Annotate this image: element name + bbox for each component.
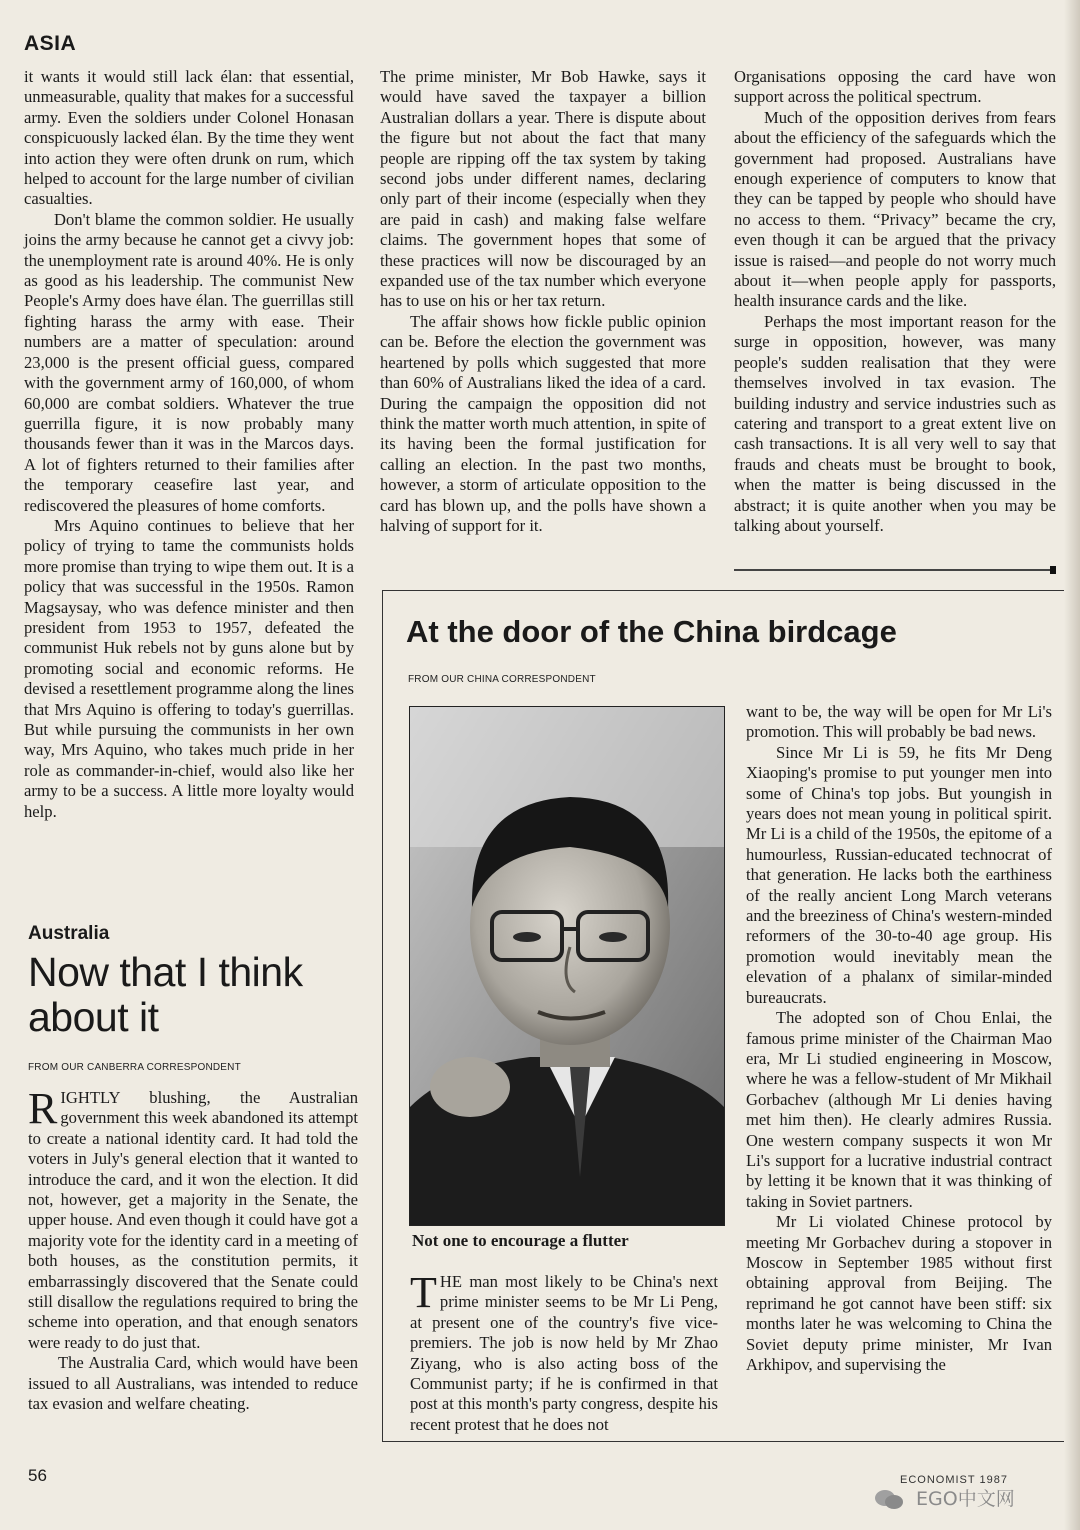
chat-bubble-icon — [874, 1488, 904, 1512]
china-headline: At the door of the China birdcage — [406, 614, 897, 649]
dropcap-r: R — [28, 1084, 58, 1133]
footer-publication: ECONOMIST 1987 — [900, 1474, 1008, 1486]
column-2-text — [380, 67, 706, 536]
australia-kicker: Australia — [28, 923, 110, 944]
col3-paragraph-1: Organisations opposing the card have won support across the political spectrum. — [734, 67, 1056, 107]
dropcap-t: T — [410, 1268, 437, 1317]
col3-paragraph-2: Much of the opposition derives from fears about the efficiency of the safeguards which the government had proposed. Australians have enough experience of computers to know that they can be tapped by people who should have no access to them. “Privacy” became the cry, even though it can be argued that the privacy issue is raised—and people do not worry much about it—when people apply for passports, health insurance cards and the like. — [734, 107, 1056, 311]
watermark — [874, 1484, 1064, 1524]
china-paragraph-5: Mr Li violated Chinese protocol by meeting Mr Gorbachev during a stopover in Moscow in September 1985 without first obtaining approval from Beijing. The reprimand he got cannot have been stiff: six months later he was welcoming to China the Soviet deputy prime minister, Mr Ivan Arkhipov, and supervising the — [746, 1212, 1052, 1374]
col2-paragraph-2: The affair shows how fickle public opinion can be. Before the election the government was heartened by polls which suggested that more than 60% of Australians liked the idea of a card. During the campaign the opposition did not think the matter worth much attention, in spite of its having been the formal justification for calling an election. In the past two months, however, a storm of articulate opposition to the card has blown up, and the polls have shown a halving of support for it. — [380, 311, 706, 535]
australia-body — [28, 1084, 358, 1415]
page-edge-shadow — [1064, 0, 1080, 1530]
col1-paragraph-1: it wants it would still lack élan: that essential, unmeasurable, quality that makes for a successful army. Even the soldiers under Colonel Honasan conspicuously lacked élan. By the time they went into action they were often drunk on rum, which helped to account for the large number of civilian casualties. — [24, 67, 354, 209]
australia-byline: FROM OUR CANBERRA CORRESPONDENT — [28, 1062, 241, 1073]
china-body-right — [746, 702, 1052, 1375]
col1-paragraph-2: Don't blame the common soldier. He usually joins the army because he cannot get a civvy job: the unemployment rate is around 40%. He is only as good as his leadership. The communist New People's Army does have élan. The guerrillas still fighting harass the army with ease. Their numbers are a matter of speculation: around 23,000 is the present official guess, compared with the government army of 160,000, of whom 60,000 are combat soldiers. Whatever the true guerrilla figure, it is now probably many thousands fewer than it was in the Marcos days. A lot of fighters returned to their families after the temporary ceasefire last year, and rediscovered the pleasures of home comforts. — [24, 209, 354, 515]
column-3-text — [734, 67, 1056, 536]
article-end-rule — [734, 569, 1056, 571]
china-body-left — [410, 1268, 718, 1435]
article-end-mark — [1050, 566, 1056, 574]
australia-paragraph-2: The Australia Card, which would have been issued to all Australians, was intended to reduce tax evasion and welfare cheating. — [28, 1353, 358, 1414]
section-label: ASIA — [24, 32, 77, 55]
column-1-text — [24, 67, 354, 822]
australia-paragraph-1: RIGHTLY blushing, the Australian government this week abandoned its attempt to create a national identity card. It had told the voters in July's general election that it wanted to introduce the card, and it won the election. It did not, however, get a majority in the Senate, the upper house. And even though it could have got a majority vote for the identity card in a meeting of both houses, as the constitution permits, it embarrassingly discovered that the Senate could still disallow the regulations required to bring the scheme into operation, and that enough senators were ready to do just that. — [28, 1084, 358, 1352]
col2-paragraph-1: The prime minister, Mr Bob Hawke, says it would have saved the taxpayer a billion Australian dollars a year. There is dispute about the figure but not about the fact that many people are ripping off the tax system by taking second jobs under different names, declaring only part of their income (especially when they are paid in cash) and making false welfare claims. The government hopes that some of these practices will now be discouraged by an expanded use of the tax number which everyone has to use on his or her tax return. — [380, 67, 706, 311]
photo-caption: Not one to encourage a flutter — [412, 1231, 629, 1250]
australia-headline: Now that I think about it — [28, 949, 303, 1040]
portrait-illustration — [410, 707, 724, 1225]
watermark-text: EGO中文网 — [916, 1488, 1015, 1510]
china-paragraph-2: want to be, the way will be open for Mr Li's promotion. This will probably be bad news. — [746, 702, 1052, 742]
china-paragraph-1: THE man most likely to be China's next prime minister seems to be Mr Li Peng, at present one of the country's five vice-premiers. The job is now held by Mr Zhao Ziyang, who is also acting boss of the Communist party; if he is confirmed in that post at this month's party congress, despite his recent protest that he does not — [410, 1268, 718, 1434]
col1-paragraph-3: Mrs Aquino continues to believe that her policy of trying to tame the communists holds more promise than trying to wipe them out. It is a policy that was successful in the 1950s. Ramon Magsaysay, who was defence minister and then president from 1953 to 1957, defeated the communist Huk rebels not by guns alone but by promoting social and economic reforms. He devised a resettlement programme along the lines that Mrs Aquino is offering to today's guerrillas. But while pursuing the communists in her own way, Mrs Aquino, who takes much pride in her role as commander-in-chief, would also like her army to be a success. A little more loyalty would help. — [24, 515, 354, 821]
china-paragraph-3: Since Mr Li is 59, he fits Mr Deng Xiaoping's promise to put younger men into some of China's top jobs. But youngish in years does not mean young in political spirit. Mr Li is a child of the 1950s, the epitome of a humourless, Russian-educated technocrat of that generation. He lacks both the earthiness of the really ancient Long March veterans and the breeziness of China's western-minded reformers of the 30-to-40 age group. His promotion would inevitably mean the elevation of a phalanx of similar-minded bureaucrats. — [746, 742, 1052, 1007]
col3-paragraph-3: Perhaps the most important reason for the surge in opposition, however, was many people's sudden realisation that they were themselves involved in tax evasion. The building industry and service industries such as catering and transport to a great extent live on cash transactions. It is all very well to say that frauds and cheats must be brought to book, when the matter is being discussed in the abstract; it is quite another when you may be talking about yourself. — [734, 311, 1056, 535]
page-number: 56 — [28, 1466, 47, 1485]
china-paragraph-4: The adopted son of Chou Enlai, the famous prime minister of the Chairman Mao era, Mr Li studied engineering in Moscow, where he was a fellow-student of Mr Mikhail Gorbachev (although Mr Li denies having met him then). He clearly admires Russia. One western company suspects it won Mr Li's support for a lucrative industrial contract by letting it be known that it was thinking of taking in Soviet partners. — [746, 1008, 1052, 1211]
china-byline: FROM OUR CHINA CORRESPONDENT — [408, 674, 596, 685]
portrait-photo — [409, 706, 725, 1226]
